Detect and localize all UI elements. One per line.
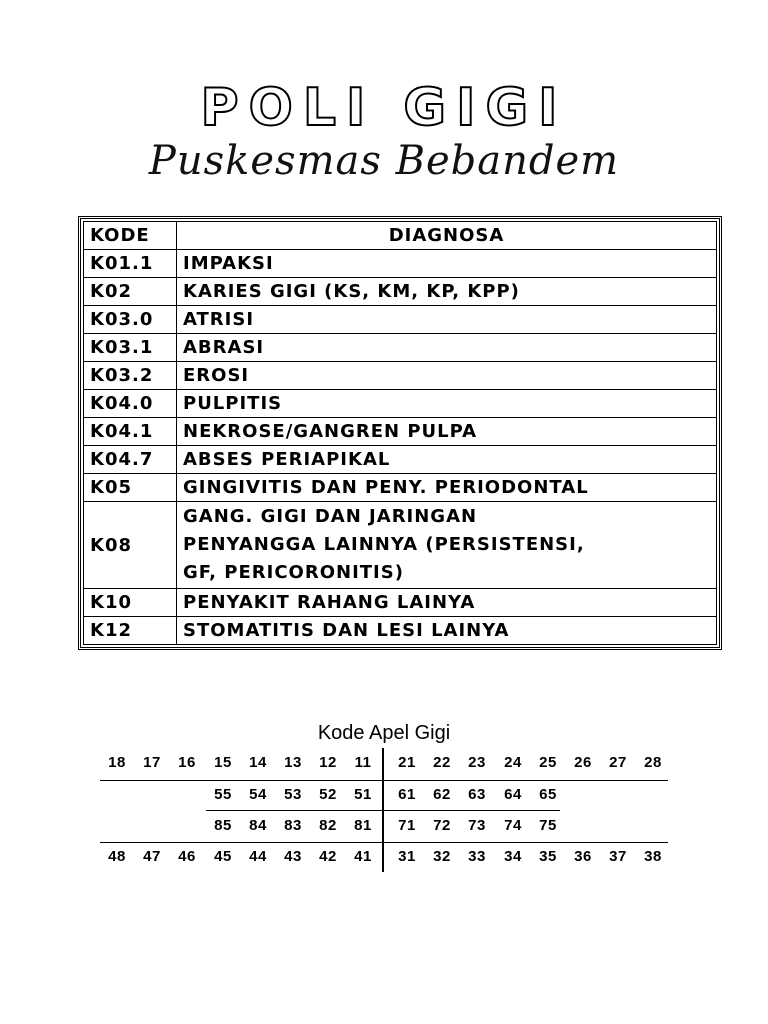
row-code: K03.0	[84, 306, 177, 334]
tooth-number: 73	[468, 817, 486, 834]
row-diagnosis: GINGIVITIS DAN PENY. PERIODONTAL	[177, 474, 717, 502]
tooth-number: 52	[319, 786, 337, 803]
tooth-number: 21	[398, 754, 416, 771]
tooth-number: 75	[539, 817, 557, 834]
tooth-number: 48	[108, 848, 126, 865]
tooth-number: 11	[354, 754, 372, 771]
row-code: K03.1	[84, 334, 177, 362]
tooth-number: 45	[214, 848, 232, 865]
table-header-row	[84, 222, 717, 250]
tooth-number: 53	[284, 786, 302, 803]
tooth-number: 74	[504, 817, 522, 834]
tooth-number: 83	[284, 817, 302, 834]
tooth-number: 34	[504, 848, 522, 865]
row-diagnosis: ABSES PERIAPIKAL	[177, 446, 717, 474]
tooth-number: 37	[609, 848, 627, 865]
tooth-row-upper-permanent	[100, 748, 670, 778]
tooth-number: 62	[433, 786, 451, 803]
row-diagnosis: PENYAKIT RAHANG LAINYA	[177, 589, 717, 617]
page-subtitle: Puskesmas Bebandem	[148, 138, 620, 184]
tooth-number: 46	[178, 848, 196, 865]
table-row	[84, 418, 717, 446]
tooth-number: 43	[284, 848, 302, 865]
header-code: KODE	[84, 222, 177, 250]
tooth-number: 17	[143, 754, 161, 771]
tooth-number: 47	[143, 848, 161, 865]
tooth-number: 72	[433, 817, 451, 834]
tooth-number: 28	[644, 754, 662, 771]
row-code: K12	[84, 617, 177, 645]
row-diagnosis: STOMATITIS DAN LESI LAINYA	[177, 617, 717, 645]
tooth-number: 18	[108, 754, 126, 771]
tooth-number: 14	[249, 754, 267, 771]
table-row	[84, 306, 717, 334]
tooth-number: 24	[504, 754, 522, 771]
row-code: K05	[84, 474, 177, 502]
table-row	[84, 362, 717, 390]
tooth-number: 23	[468, 754, 486, 771]
row-diagnosis: ABRASI	[177, 334, 717, 362]
row-diagnosis: KARIES GIGI (KS, KM, KP, KPP)	[177, 278, 717, 306]
tooth-number: 63	[468, 786, 486, 803]
row-diagnosis: ATRISI	[177, 306, 717, 334]
row-diagnosis: NEKROSE/GANGREN PULPA	[177, 418, 717, 446]
row-code: K04.0	[84, 390, 177, 418]
table-row	[84, 334, 717, 362]
tooth-number: 32	[433, 848, 451, 865]
tooth-number: 85	[214, 817, 232, 834]
tooth-number: 71	[398, 817, 416, 834]
table-row	[84, 617, 717, 645]
table-row	[84, 390, 717, 418]
header-diagnosis: DIAGNOSA	[177, 222, 717, 250]
row-diagnosis-line: PENYANGGA LAINNYA (PERSISTENSI,	[183, 534, 585, 555]
row-code: K04.1	[84, 418, 177, 446]
tooth-number: 64	[504, 786, 522, 803]
tooth-number: 65	[539, 786, 557, 803]
tooth-number: 35	[539, 848, 557, 865]
tooth-number: 82	[319, 817, 337, 834]
tooth-number: 81	[354, 817, 372, 834]
diagnosis-table	[83, 221, 717, 645]
tooth-number: 27	[609, 754, 627, 771]
row-code: K10	[84, 589, 177, 617]
tooth-number: 25	[539, 754, 557, 771]
row-diagnosis-line: GF, PERICORONITIS)	[183, 562, 404, 583]
tooth-number: 22	[433, 754, 451, 771]
row-code: K03.2	[84, 362, 177, 390]
tooth-number: 61	[398, 786, 416, 803]
tooth-number: 38	[644, 848, 662, 865]
table-row	[84, 474, 717, 502]
tooth-number: 36	[574, 848, 592, 865]
tooth-row-lower-permanent	[100, 842, 670, 872]
table-row	[84, 250, 717, 278]
table-row	[84, 502, 717, 589]
tooth-number: 33	[468, 848, 486, 865]
tooth-number: 31	[398, 848, 416, 865]
row-diagnosis-line: GANG. GIGI DAN JARINGAN	[183, 506, 478, 527]
tooth-number: 26	[574, 754, 592, 771]
tooth-number: 42	[319, 848, 337, 865]
tooth-number: 41	[354, 848, 372, 865]
row-diagnosis: IMPAKSI	[177, 250, 717, 278]
tooth-number: 44	[249, 848, 267, 865]
diagnosis-table-frame	[78, 216, 722, 650]
tooth-number: 51	[354, 786, 372, 803]
tooth-chart	[100, 748, 670, 872]
tooth-number: 16	[178, 754, 196, 771]
table-row	[84, 278, 717, 306]
tooth-number: 13	[284, 754, 302, 771]
tooth-number: 54	[249, 786, 267, 803]
tooth-number: 12	[319, 754, 337, 771]
row-diagnosis: PULPITIS	[177, 390, 717, 418]
tooth-row-lower-primary	[100, 811, 670, 841]
tooth-chart-title-text: Kode Apel Gigi	[317, 722, 451, 744]
table-row	[84, 589, 717, 617]
row-code: K02	[84, 278, 177, 306]
row-code: K04.7	[84, 446, 177, 474]
row-diagnosis: EROSI	[177, 362, 717, 390]
row-diagnosis	[177, 502, 717, 589]
row-code: K01.1	[84, 250, 177, 278]
tooth-chart-title	[0, 722, 768, 745]
tooth-number: 15	[214, 754, 232, 771]
table-row	[84, 446, 717, 474]
row-code: K08	[84, 502, 177, 589]
tooth-number: 55	[214, 786, 232, 803]
page-title: POLI GIGI	[200, 78, 568, 138]
tooth-row-upper-primary	[100, 780, 670, 810]
tooth-number: 84	[249, 817, 267, 834]
